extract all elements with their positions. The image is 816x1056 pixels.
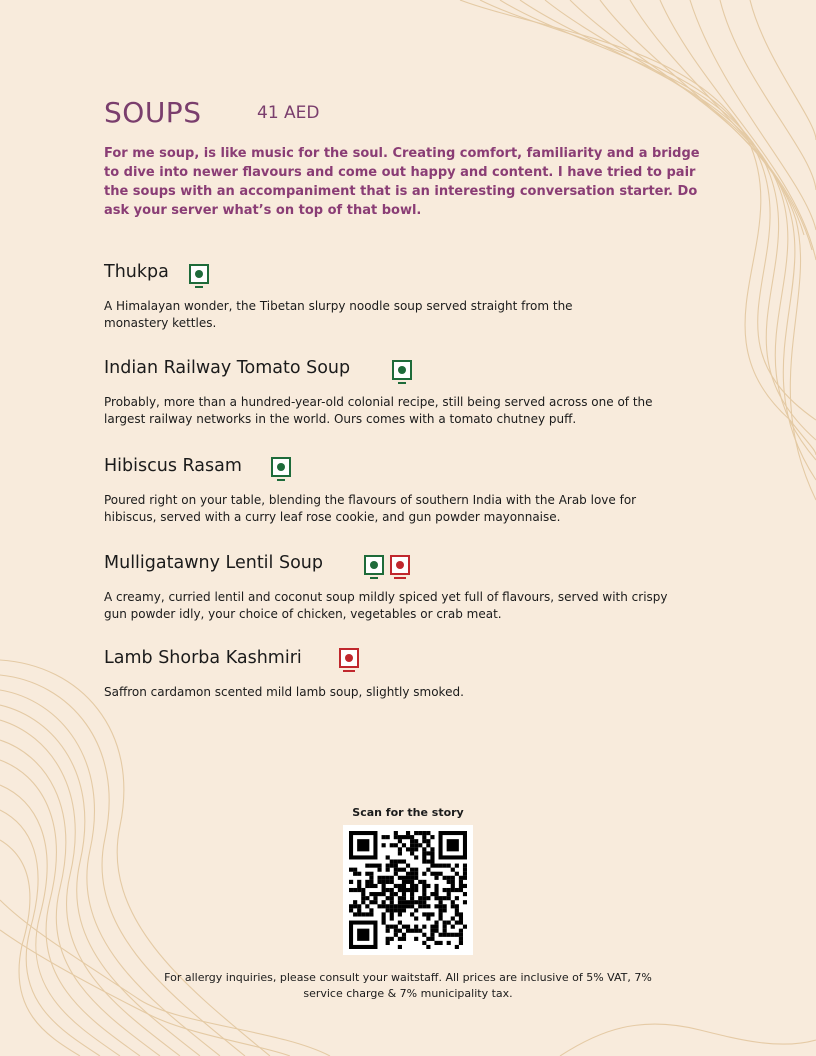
menu-item-name: Indian Railway Tomato Soup <box>104 358 351 378</box>
menu-item-name: Mulligatawny Lentil Soup <box>104 553 323 573</box>
menu-item-name: Thukpa <box>104 262 169 282</box>
menu-item-name: Hibiscus Rasam <box>104 456 242 476</box>
menu-item-description: Saffron cardamon scented mild lamb soup, slightly smoked. <box>104 685 464 699</box>
veg-indicator-icon <box>189 264 209 284</box>
menu-item-description: Poured right on your table, blending the flavours of southern India with the Arab love for hibiscus, served with a curry leaf rose cookie, and gun powder mayonnaise. <box>104 493 637 524</box>
qr-code-icon <box>349 831 467 949</box>
qr-code[interactable] <box>343 825 473 955</box>
menu-item-name: Lamb Shorba Kashmiri <box>104 648 302 668</box>
menu-item-description: A Himalayan wonder, the Tibetan slurpy noodle soup served straight from the monastery kettles. <box>104 299 573 330</box>
veg-indicator-icon <box>392 360 412 380</box>
veg-indicator-icon <box>364 555 384 575</box>
veg-indicator-icon <box>271 457 291 477</box>
non-veg-indicator-icon <box>390 555 410 575</box>
menu-item-description: Probably, more than a hundred-year-old colonial recipe, still being served across one of the largest railway networks in the world. Ours comes with a tomato chutney puff. <box>104 395 653 426</box>
menu-item-description: A creamy, curried lentil and coconut soup mildly spiced yet full of flavours, served with crispy gun powder idly, your choice of chicken, vegetables or crab meat. <box>104 590 668 621</box>
section-title: SOUPS <box>104 96 202 129</box>
non-veg-indicator-icon <box>339 648 359 668</box>
qr-caption: Scan for the story <box>352 806 464 819</box>
section-intro: For me soup, is like music for the soul. Creating comfort, familiarity and a bridge to dive into newer flavours and come out happy and content. I have tried to pair the soups with an accompaniment that is an interesting conversation starter. Do ask your server what’s on top of that bowl. <box>104 146 700 218</box>
footer-note: For allergy inquiries, please consult your waitstaff. All prices are inclusive of 5% VAT, 7% service charge & 7% municipality tax. <box>164 971 652 1000</box>
section-price: 41 AED <box>257 103 320 123</box>
